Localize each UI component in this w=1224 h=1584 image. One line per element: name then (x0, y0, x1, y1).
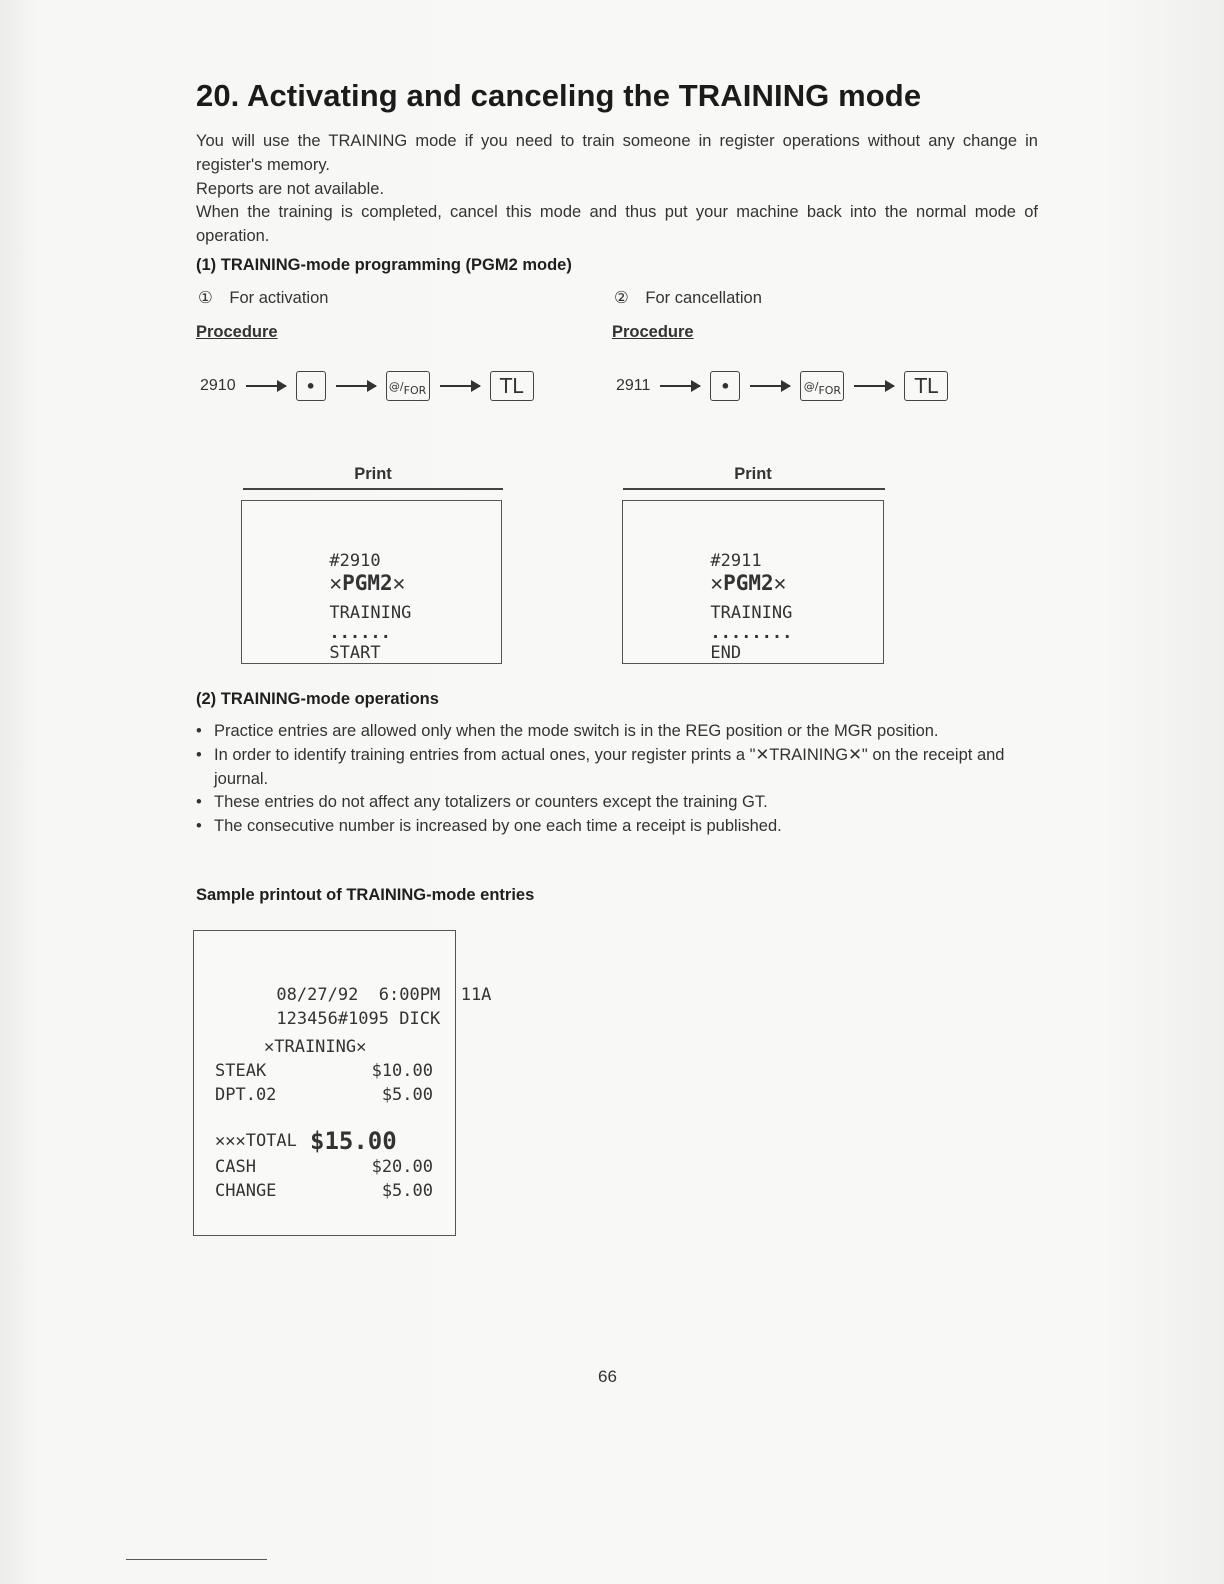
at-for-key: @/ FOR (386, 371, 430, 401)
receipt-cash-label: CASH (215, 1157, 256, 1177)
list-item: • Practice entries are allowed only when the mode switch is in the REG position or the MGR position. (196, 720, 1038, 744)
sample-title: Sample printout of TRAINING-mode entries (196, 886, 535, 904)
receipt-id: 11A (460, 985, 492, 1005)
activation-receipt: #2910 ✕PGM2✕ TRAINING ...... START (241, 500, 502, 664)
receipt-status: END (710, 643, 742, 663)
list-item: • The consecutive number is increased by one each time a receipt is published. (196, 815, 1038, 839)
cancellation-procedure-heading: Procedure (612, 323, 694, 341)
cancellation-key-sequence (616, 371, 948, 401)
cancellation-print-label: Print (734, 465, 772, 483)
arrow-icon (854, 385, 894, 387)
section-2-title: (2) TRAINING-mode operations (196, 690, 439, 708)
receipt-mode: ✕PGM2✕ (329, 571, 406, 595)
section-1-title: (1) TRAINING-mode programming (PGM2 mode) (196, 256, 572, 274)
receipt-number: #2911 (710, 551, 762, 571)
cancellation-label: ② For cancellation (614, 289, 762, 307)
page-title: 20. Activating and canceling the TRAINING mode (196, 78, 922, 113)
receipt-item-amount: $5.00 (381, 1085, 433, 1105)
intro-paragraph: When the training is completed, cancel this mode and thus put your machine back into the normal mode of operation. (196, 203, 1038, 246)
receipt-consecutive: 123456#1095 (276, 1009, 390, 1029)
receipt-change-amount: $5.00 (381, 1181, 433, 1201)
sample-receipt (193, 930, 492, 1236)
at-for-key: @/ FOR (800, 371, 844, 401)
footer-rule (126, 1559, 267, 1560)
list-item: • These entries do not affect any totalizers or counters except the training GT. (196, 791, 1038, 815)
arrow-icon (660, 385, 700, 387)
activation-key-sequence (200, 371, 534, 401)
decimal-key: • (296, 371, 326, 401)
list-item: • In order to identify training entries from actual ones, your register prints a "✕TRAINING✕" on the receipt and journal. (196, 744, 1038, 792)
page-number: 66 (598, 1367, 617, 1386)
arrow-icon (246, 385, 286, 387)
arrow-icon (336, 385, 376, 387)
receipt-status: START (329, 643, 381, 663)
receipt-training-banner: ✕TRAINING✕ (264, 1037, 367, 1057)
arrow-icon (440, 385, 480, 387)
activation-code: 2910 (200, 377, 236, 394)
divider (243, 488, 503, 490)
intro-paragraph: Reports are not available. (196, 179, 385, 198)
tl-key: TL (904, 371, 948, 401)
activation-procedure-heading: Procedure (196, 323, 278, 341)
receipt-training: TRAINING (710, 603, 793, 623)
receipt-item-amount: $10.00 (371, 1061, 433, 1081)
intro-paragraph: You will use the TRAINING mode if you need to train someone in register operations without any change in register's memory. (196, 132, 1038, 174)
intro-text (196, 130, 1038, 249)
activation-print-label: Print (354, 465, 392, 483)
receipt-time: 6:00PM (378, 985, 441, 1005)
circled-two-icon: ② (614, 289, 629, 307)
activation-label: ① For activation (198, 289, 329, 307)
divider (623, 488, 885, 490)
receipt-item-label: STEAK (215, 1061, 267, 1081)
circled-one-icon: ① (198, 289, 213, 307)
cancellation-code: 2911 (616, 377, 651, 394)
receipt-change-label: CHANGE (215, 1181, 277, 1201)
receipt-cash-amount: $20.00 (371, 1157, 433, 1177)
receipt-total-label: ✕✕✕TOTAL (215, 1131, 297, 1151)
cancellation-receipt: #2911 ✕PGM2✕ TRAINING ........ END (622, 500, 884, 664)
operations-list (196, 720, 1038, 839)
arrow-icon (750, 385, 790, 387)
receipt-mode: ✕PGM2✕ (710, 571, 787, 595)
receipt-item-label: DPT.02 (215, 1085, 277, 1105)
tl-key: TL (490, 371, 534, 401)
receipt-clerk: DICK (399, 1009, 441, 1029)
receipt-total-amount: $15.00 (310, 1127, 397, 1155)
receipt-date: 08/27/92 (276, 985, 359, 1005)
receipt-training: TRAINING (329, 603, 412, 623)
receipt-number: #2910 (329, 551, 381, 571)
decimal-key: • (710, 371, 740, 401)
